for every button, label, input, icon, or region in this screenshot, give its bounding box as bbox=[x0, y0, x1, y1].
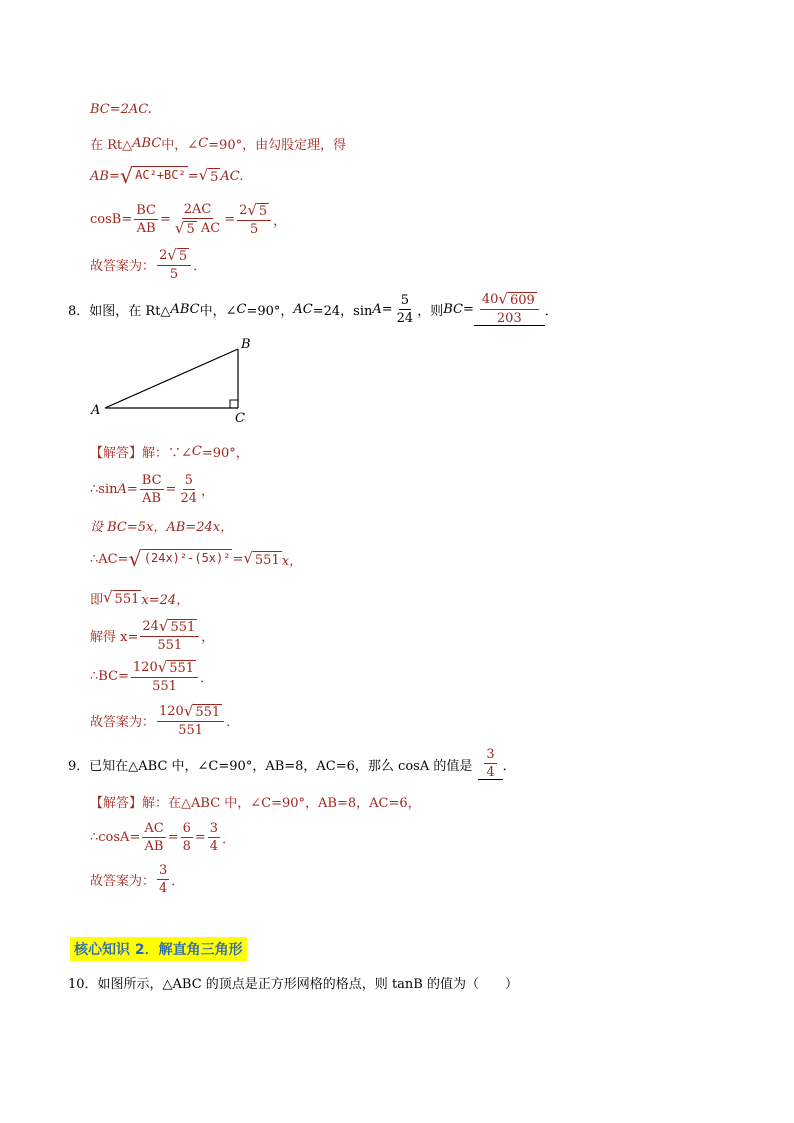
q8-solution-5: 即 √ 551 x=24， bbox=[90, 588, 190, 608]
sqrt: √ 5 bbox=[198, 165, 219, 185]
fraction: $\frac{BC}{AB}$ bbox=[136, 203, 156, 236]
text: 中，∠ bbox=[161, 138, 199, 153]
q8-solution-6: 解得 x= 24 √ 551 551 ， bbox=[90, 617, 215, 653]
q9-solution-1: 【解答】 解：在△ABC 中，∠C=90°，AB=8，AC=6， bbox=[90, 796, 421, 811]
fraction: 2AC √ 5 AC bbox=[174, 202, 221, 237]
vertex-label-a: A bbox=[91, 403, 101, 418]
q9-solution-answer: 故答案为： $\frac{3}{4}$ ． bbox=[90, 863, 185, 896]
text: = bbox=[187, 168, 199, 184]
question-9: 9． 已知在△ABC 中，∠C=90°，AB=8，AC=6，那么 cosA 的值是 $\frac{3}{4}$ ． bbox=[68, 747, 516, 780]
q8-solution-1: 【解答】 解：∵∠ C =90°， bbox=[90, 444, 249, 461]
fraction: $\frac{5}{24}$ bbox=[396, 292, 414, 326]
text: BC=2AC. bbox=[90, 102, 152, 117]
text: C bbox=[198, 136, 209, 151]
text: ABC bbox=[132, 136, 162, 151]
text: cosB bbox=[90, 212, 122, 227]
answer-blank: $\frac{3}{4}$ bbox=[478, 748, 502, 780]
solution-line-pythagoras bbox=[90, 134, 346, 153]
solution-line-bc-2ac bbox=[90, 102, 152, 117]
text: = bbox=[108, 168, 120, 184]
answer-blank: 40 √ 609 203 bbox=[474, 292, 545, 326]
text: 在 Rt△ bbox=[90, 138, 133, 153]
solution-line-cosb: cosB = $\frac{BC}{AB}$ = 2AC √ 5 AC = 2 √ 5 5 ， bbox=[90, 201, 287, 237]
vertex-label-b: B bbox=[241, 337, 251, 352]
q8-solution-answer: 故答案为： 120 √ 551 551 ． bbox=[90, 702, 240, 738]
q9-solution-2: ∴cosA= $\frac{AC}{AB}$ = $\frac{6}{8}$ = $\frac{3}{4}$ ． bbox=[90, 821, 236, 854]
triangle-figure bbox=[85, 335, 285, 425]
vertex-label-c: C bbox=[235, 411, 245, 425]
radicand: AC²+BC² bbox=[133, 166, 188, 187]
q8-solution-4: ∴AC= √ (24x)²-(5x)² = √ 551 x， bbox=[90, 547, 303, 571]
q8-solution-3: 设 BC=5x，AB=24x， bbox=[90, 520, 234, 535]
radicand: 5 bbox=[210, 169, 219, 185]
q8-solution-2: ∴sin A = $\frac{BC}{AB}$ = $\frac{5}{24}$ ， bbox=[90, 473, 214, 506]
solution-answer: 故答案为： 2 √ 5 5 ． bbox=[90, 246, 207, 282]
fraction: 2 √ 5 5 bbox=[157, 248, 191, 281]
text: AC. bbox=[220, 168, 244, 184]
solution-line-ab bbox=[90, 166, 243, 187]
question-10: 10． 如图所示，△ABC 的顶点是正方形网格的格点，则 tanB 的值为（ ） bbox=[68, 977, 518, 992]
q8-solution-7: ∴BC= 120 √ 551 551 ． bbox=[90, 658, 214, 694]
section-heading: 核心知识 2．解直角三角形 bbox=[70, 937, 247, 961]
text: AB bbox=[90, 168, 109, 184]
question-8: 8． 如图，在 Rt△ ABC 中，∠ C =90°， AC =24，sin A = $\frac{5}{24}$ ，则 BC = 40 √ 609 203 ． bbox=[68, 290, 558, 326]
fraction: 2 √ 5 5 bbox=[237, 203, 271, 236]
sqrt: √ AC²+BC² bbox=[119, 164, 186, 188]
text: =90°，由勾股定理，得 bbox=[208, 138, 347, 153]
text: 故答案为： bbox=[90, 259, 156, 274]
